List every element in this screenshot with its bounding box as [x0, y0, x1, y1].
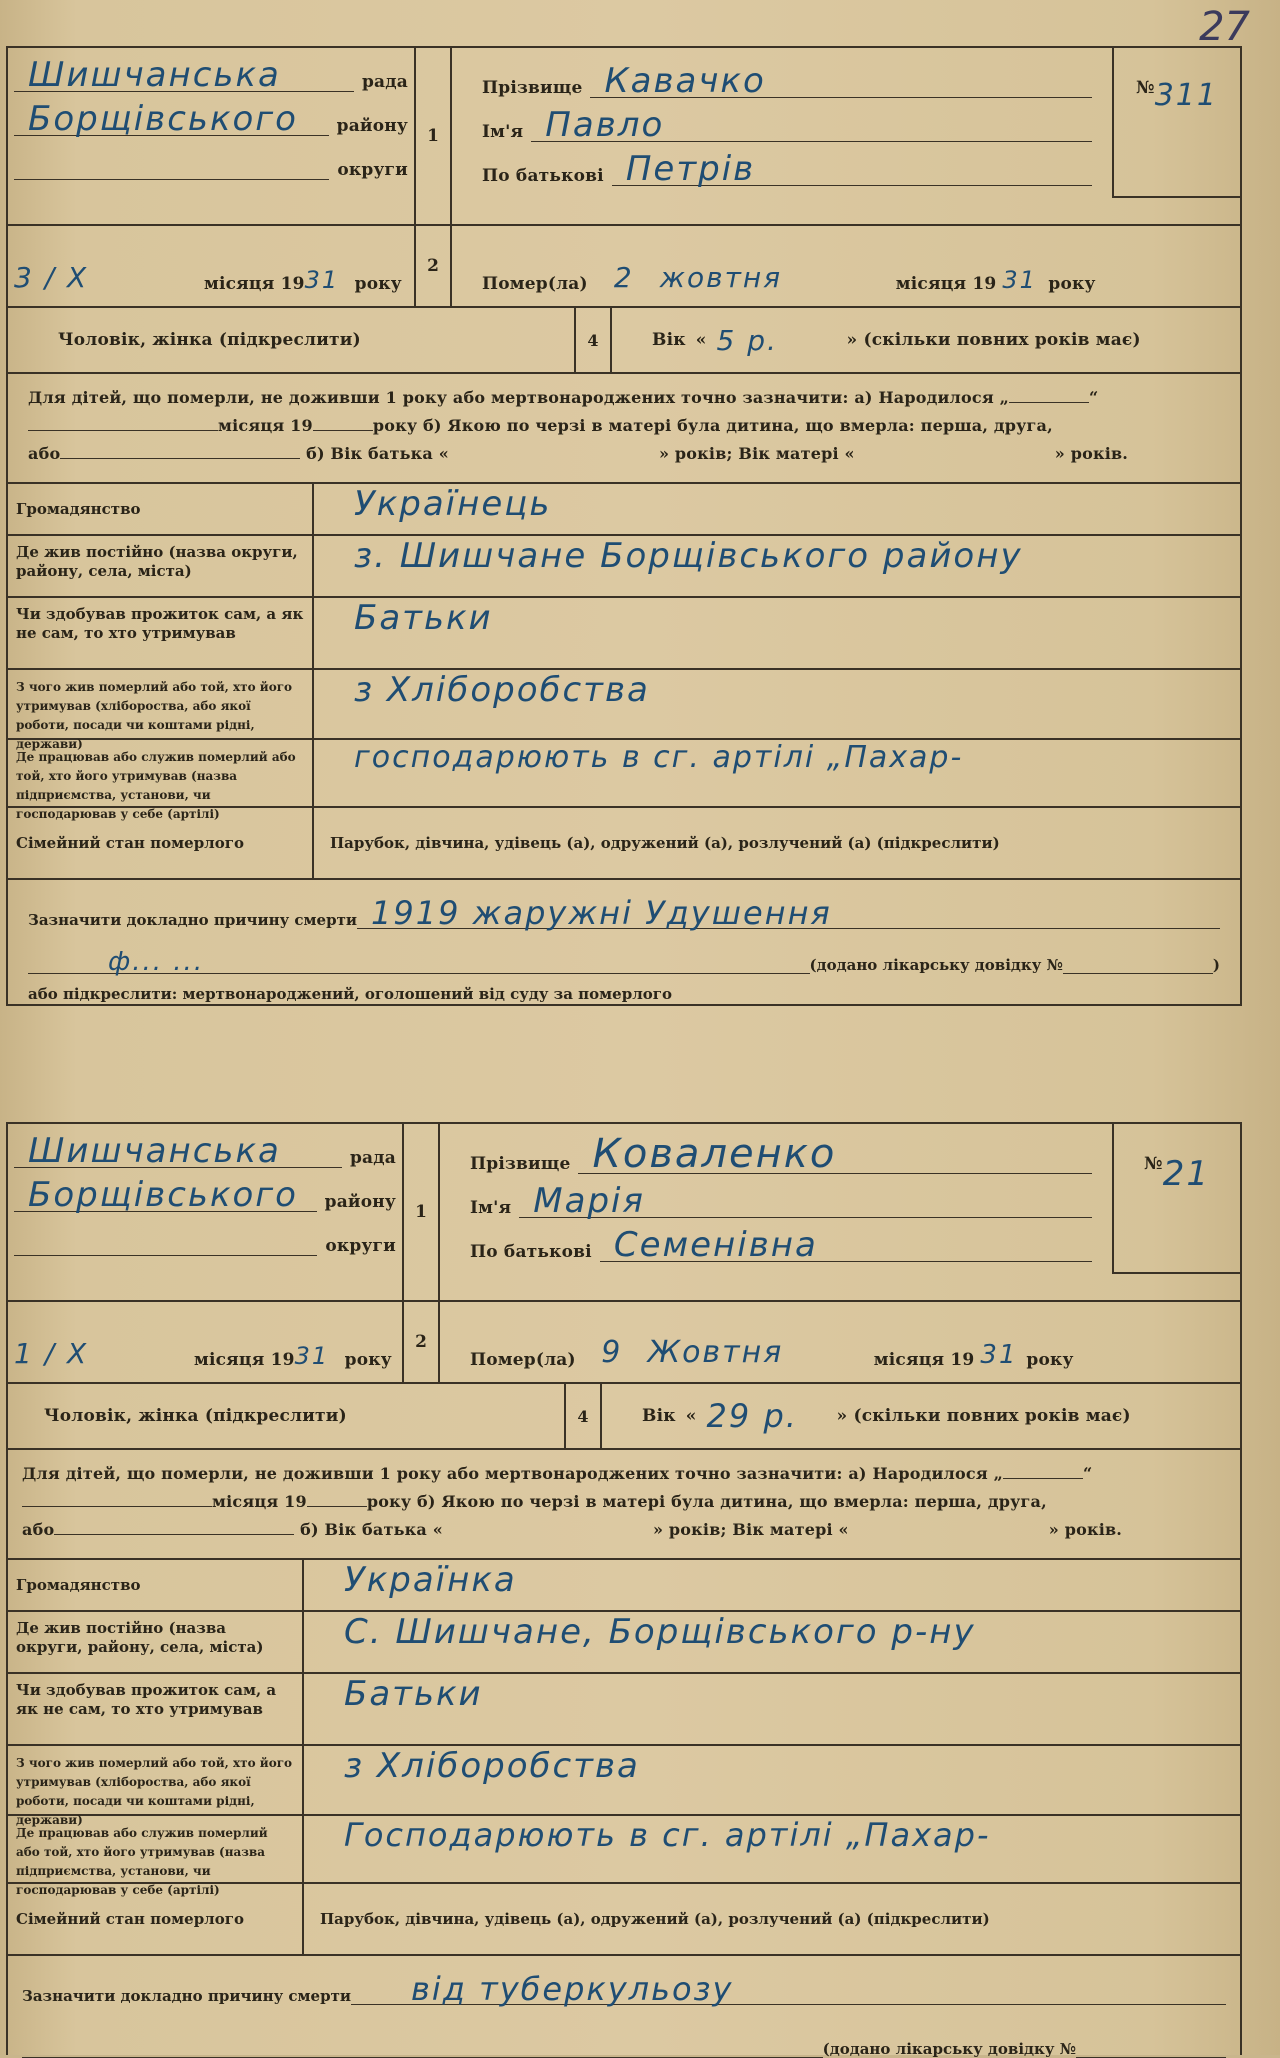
cause-of-death-section: Зазначити докладно причину смерти 1919 жаружні Удушення ф... ... (додано лікарську довідку № ) або підкреслити: мертвонароджений, оголошений від суду за померлого	[8, 880, 1240, 1008]
marital-status-field: Парубок, дівчина, удівець (а), одружений (а), розлучений (а) (підкреслити)	[330, 834, 1000, 852]
patronymic-value: Петрів	[625, 149, 756, 189]
page-number: 27	[1199, 4, 1250, 50]
name-value: Павло	[545, 105, 665, 145]
death-record-2: Шишчанська рада Борщівського району округи 1 Прізвище Коваленко Ім'я Марія По батькові Семенівна № 21 1 / Х місяця 19 31 року 2 Помер(ла) 9 Жовтня місяця 19 31 року Чоловік, жінка (підкреслити) 4 Вік « 29 р. » (скільки повних років має) Для дітей, що померли, не доживши 1 року або мертвонароджених точно зазначити: а) Народилося „ “ місяця 19 року б) Якою по черзі в матері була дитина, що вмерла: перша, друга, або б) Вік батька « » років; Вік матері « » років. Громадянство Українка Де жив постійно (назва округи, району, села, міста) С. Шишчане, Борщівського р-ну Чи здобував прожиток сам, а як не сам, то хто утримував Батьки З чого жив померлий або той, хто його утримував (хлібороства, або якої роботи, посади чи коштами рідні, держави) з Хліборобства Де працював або служив померлий або той, хто його утримував (назва підприємства, установи, чи господарював у себе (артілі) Господарюють в сг. артілі „Пахар- Сімейний стан померлого Парубок, дівчина, удівець (а), одружений (а), розлучений (а) (підкреслити) Зазначити докладно причину смерти від туберкульозу (додано лікарську довідку №	[6, 1122, 1242, 2055]
livelihood-value: з Хліборобства	[354, 670, 650, 710]
residence-value: з. Шишчане Борщівського району	[354, 536, 1023, 576]
workplace-value: господарюють в сг. артілі „Пахар-	[354, 740, 964, 775]
supported-by-value: Батьки	[354, 598, 493, 638]
children-section: Для дітей, що померли, не доживши 1 року або мертвонароджених точно зазначити: а) Народилося „ “ місяця 19 року б) Якою по черзі в матері була дитина, що вмерла: перша, друга, або б) Вік батька « » років; Вік матері « » років.	[28, 388, 1129, 463]
record-number-box: № 311	[1112, 48, 1240, 198]
surname-value: Кавачко	[604, 61, 766, 101]
death-day: 2	[613, 261, 634, 294]
citizenship-value: Українець	[354, 484, 552, 524]
rada-value: Шишчанська	[28, 55, 281, 95]
registration-date: 3 / Х	[14, 261, 89, 294]
region-block: Шишчанська рада Борщівського району округи	[8, 48, 416, 224]
record-number: 311	[1154, 78, 1218, 113]
age-value: 5 р.	[716, 323, 778, 357]
rayon-value: Борщівського	[28, 99, 298, 139]
sex-field: Чоловік, жінка (підкреслити)	[58, 330, 361, 350]
death-record-1: Шишчанська рада Борщівського району округи 1 Прізвище Кавачко Ім'я Павло По батькові Петрів № 311 3 / Х місяця 19 31 року 2 Помер(ла) 2 жовтня місяця 19 31 року Чоловік, жінка (підкреслити) 4 Вік « 5 р. » (скільки повних років має) Для дітей, що померли, не доживши 1 року або мертвонароджених точно зазначити: а) Народилося „ “ місяця 19 року б) Якою по черзі в матері була дитина, що вмерла: перша, друга, або б) Вік батька « » років; Вік матері « » років. Громадянство Українець Де жив постійно (назва округи, району, села, міста) з. Шишчане Борщівського району Чи здобував прожиток сам, а як не сам, то хто утримував Батьки З чого жив померлий або той, хто його утримував (хлібороства, або якої роботи, посади чи коштами рідні, держави) з Хліборобства Де працював або служив померлий або той, хто його утримував (назва підприємства, установи, чи господарював у себе (артілі) господарюють в сг. артілі „Пахар- Сімейний стан померлого Парубок, дівчина, удівець (а), одружений (а), розлучений (а) (підкреслити) Зазначити докладно причину смерти 1919 жаружні Удушення ф... ... (додано лікарську довідку № ) або підкреслити: мертвонароджений, оголошений від суду за померлого	[6, 46, 1242, 1006]
death-month: жовтня	[659, 261, 783, 294]
cause-of-death-value: 1919 жаружні Удушення	[371, 894, 832, 932]
